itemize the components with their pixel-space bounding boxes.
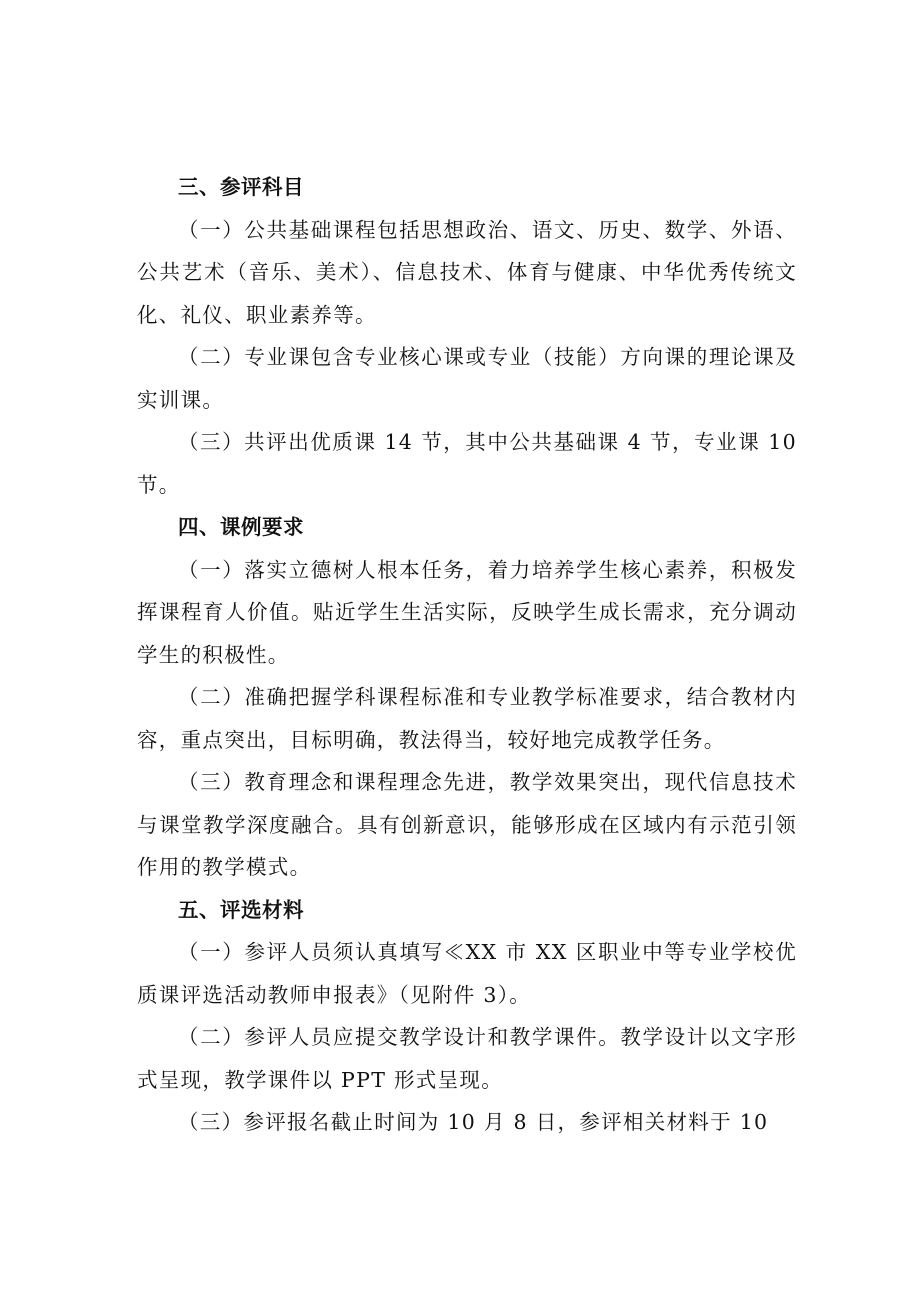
paragraph: （二）参评人员应提交教学设计和教学课件。教学设计以文字形式呈现，教学课件以 PPT 形式呈现。 <box>137 1025 797 1092</box>
paragraph: （三）参评报名截止时间为 10 月 8 日，参评相关材料于 10 <box>178 1110 769 1134</box>
paragraph: （一）落实立德树人根本任务，着力培养学生核心素养，积极发挥课程育人价值。贴近学生生活实际，反映学生成长需求，充分调动学生的积极性。 <box>137 557 797 667</box>
paragraph: （一）参评人员须认真填写≪XX 市 XX 区职业中等专业学校优质课评选活动教师申报表》（见附件 3）。 <box>137 940 797 1007</box>
section-heading-requirements: 四、课例要求 <box>178 515 304 539</box>
paragraph: （三）教育理念和课程理念先进，教学效果突出，现代信息技术与课堂教学深度融合。具有创新意识，能够形成在区域内有示范引领作用的教学模式。 <box>137 770 797 879</box>
section-heading-materials: 五、评选材料 <box>178 897 304 922</box>
section-heading-subjects: 三、参评科目 <box>178 175 304 199</box>
paragraph: （三）共评出优质课 14 节，其中公共基础课 4 节，专业课 10 节。 <box>137 430 797 497</box>
paragraph: （二）准确把握学科课程标准和专业教学标准要求，结合教材内容，重点突出，目标明确，教法得当，较好地完成教学任务。 <box>137 685 797 752</box>
paragraph: （一）公共基础课程包括思想政治、语文、历史、数学、外语、公共艺术（音乐、美术）、信息技术、体育与健康、中华优秀传统文化、礼仪、职业素养等。 <box>137 217 797 327</box>
paragraph: （二）专业课包含专业核心课或专业（技能）方向课的理论课及实训课。 <box>137 345 797 412</box>
document-body <box>137 166 797 1144</box>
